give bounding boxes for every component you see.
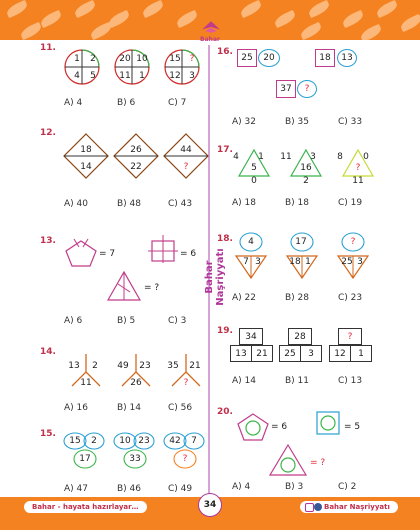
facebook-icon [314,503,322,511]
cell-value: 4 [248,237,254,247]
cell-value: 11 [352,176,364,186]
cell-value: 15 [69,436,81,446]
bottom-cell: 3 [300,345,322,362]
cell-value: 5 [251,163,257,173]
equation-value: = ? [310,458,326,468]
cell-value: 1 [258,152,264,162]
cell-value: 0 [363,152,369,162]
question-number: 13. [40,236,56,246]
question-number: 15. [40,429,56,439]
cell-value: 42 [169,436,181,446]
answer-b[interactable]: B) 48 [117,199,141,209]
cell-value: 10 [119,436,131,446]
answer-b[interactable]: B) 3 [285,482,304,492]
cell-value: 20 [119,54,131,64]
cell-value: 18 [289,257,301,267]
answer-b[interactable]: B) 11 [285,376,309,386]
cell-value: 18 [80,145,92,155]
answer-a[interactable]: A) 16 [64,403,88,413]
cell-value: 4 [74,71,80,81]
unknown-value: ? [355,163,361,173]
cell-value: 23 [139,361,151,371]
answer-c[interactable]: C) 56 [168,403,193,413]
question-number: 14. [40,347,56,357]
equation-value: = 6 [271,422,288,432]
answer-b[interactable]: B) 6 [117,98,136,108]
circle-cell: 20 [258,49,280,67]
equation-value: = ? [144,283,160,293]
square-cell: 25 [237,49,257,67]
equation-value: = 6 [180,249,197,259]
answer-a[interactable]: A) 40 [64,199,88,209]
cell-value: 7 [191,436,197,446]
cell-value: 26 [130,378,142,388]
answer-b[interactable]: B) 35 [285,117,309,127]
pentagon-figure [64,238,98,268]
cell-value: 3 [357,257,363,267]
cell-value: 44 [180,145,192,155]
cell-value: 1 [74,54,80,64]
cell-value: 2 [303,176,309,186]
answer-c[interactable]: C) 7 [168,98,187,108]
answer-b[interactable]: B) 18 [285,198,309,208]
question-number: 19. [217,326,233,336]
cell-value: 10 [136,54,148,64]
page-number: 34 [198,493,222,517]
answer-b[interactable]: B) 46 [117,484,141,494]
answer-c[interactable]: C) 3 [168,316,187,326]
circle-cell: 13 [337,49,357,67]
cell-value: 12 [169,71,181,81]
cell-value: 1 [305,257,311,267]
rhombus-figure [64,132,214,182]
logo-text: Bahar [200,36,220,43]
answer-a[interactable]: A) 18 [232,198,256,208]
square-circle-figure [315,410,341,438]
question-number: 12. [40,128,56,138]
unknown-value: ? [182,454,188,464]
question-number: 17. [217,145,233,155]
unknown-value: ? [183,378,189,388]
logo-icon [198,18,224,36]
unknown-value: ? [350,237,356,247]
cell-value: 14 [80,162,92,172]
unknown-cell: ? [338,328,362,345]
triangle-figure [106,270,142,302]
answer-c[interactable]: C) 49 [168,484,193,494]
cell-value: 2 [90,54,96,64]
question-number: 18. [217,234,233,244]
cell-value: 15 [169,54,181,64]
cell-value: 0 [251,176,257,186]
cell-value: 25 [341,257,353,267]
cell-value: 11 [280,152,292,162]
cell-value: 2 [91,436,97,446]
answer-c[interactable]: C) 13 [338,376,363,386]
cell-value: 8 [337,152,343,162]
square-figure [148,233,178,265]
cell-value: 35 [167,361,179,371]
answer-c[interactable]: C) 23 [338,293,363,303]
answer-a[interactable]: A) 47 [64,484,88,494]
answer-b[interactable]: B) 14 [117,403,141,413]
cell-value: 49 [117,361,129,371]
bottom-cell: 25 [279,345,301,362]
bottom-cell: 1 [350,345,372,362]
cell-value: 16 [300,163,312,173]
square-cell: 37 [276,80,296,98]
answer-c[interactable]: C) 2 [338,482,357,492]
answer-a[interactable]: A) 22 [232,293,256,303]
equation-value: = 5 [344,422,361,432]
publisher-name: Bahar Naşriyyatı [324,503,390,511]
answer-c[interactable]: C) 43 [168,199,193,209]
answer-a[interactable]: A) 6 [64,316,83,326]
top-cell: 28 [288,328,312,345]
cell-value: 23 [138,436,150,446]
cell-value: 7 [243,257,249,267]
cell-value: 11 [119,71,131,81]
cell-value: 3 [310,152,316,162]
answer-c[interactable]: C) 19 [338,198,363,208]
unknown-circle: ? [297,80,317,98]
answer-b[interactable]: B) 5 [117,316,136,326]
triangle-circle-figure [268,443,308,477]
answer-a[interactable]: A) 32 [232,117,256,127]
cell-value: 3 [255,257,261,267]
publisher-vertical: Bahar Naşriyyatı [204,248,226,306]
cell-value: 17 [79,454,91,464]
bottom-cell: 13 [230,345,252,362]
answer-a[interactable]: A) 4 [64,98,83,108]
cell-value: 26 [130,145,142,155]
cell-value: 5 [90,71,96,81]
answer-c[interactable]: C) 33 [338,117,363,127]
unknown-value: ? [189,54,195,64]
cell-value: 33 [129,454,141,464]
question-number: 16. [217,47,233,57]
cell-value: 21 [189,361,201,371]
bottom-cell: 12 [329,345,351,362]
unknown-value: ? [183,162,189,172]
cell-value: 1 [139,71,145,81]
footer-slogan: Bahar - hayata hazırlayar… [24,501,147,513]
instagram-icon [305,503,314,512]
equation-value: = 7 [99,249,116,259]
footer-publisher [300,501,398,513]
top-cell: 34 [239,328,263,345]
question-number: 20. [217,407,233,417]
cell-value: 22 [130,162,142,172]
cell-value: 3 [189,71,195,81]
bottom-cell: 21 [251,345,273,362]
pentagon-circle-figure [236,412,270,442]
cell-value: 17 [295,237,307,247]
cell-value: 11 [80,378,92,388]
cell-value: 2 [92,361,98,371]
answer-a[interactable]: A) 14 [232,376,256,386]
answer-a[interactable]: A) 4 [232,482,251,492]
cell-value: 4 [233,152,239,162]
answer-b[interactable]: B) 28 [285,293,309,303]
cell-value: 13 [68,361,80,371]
question-number: 11. [40,43,56,53]
square-cell: 18 [315,49,335,67]
